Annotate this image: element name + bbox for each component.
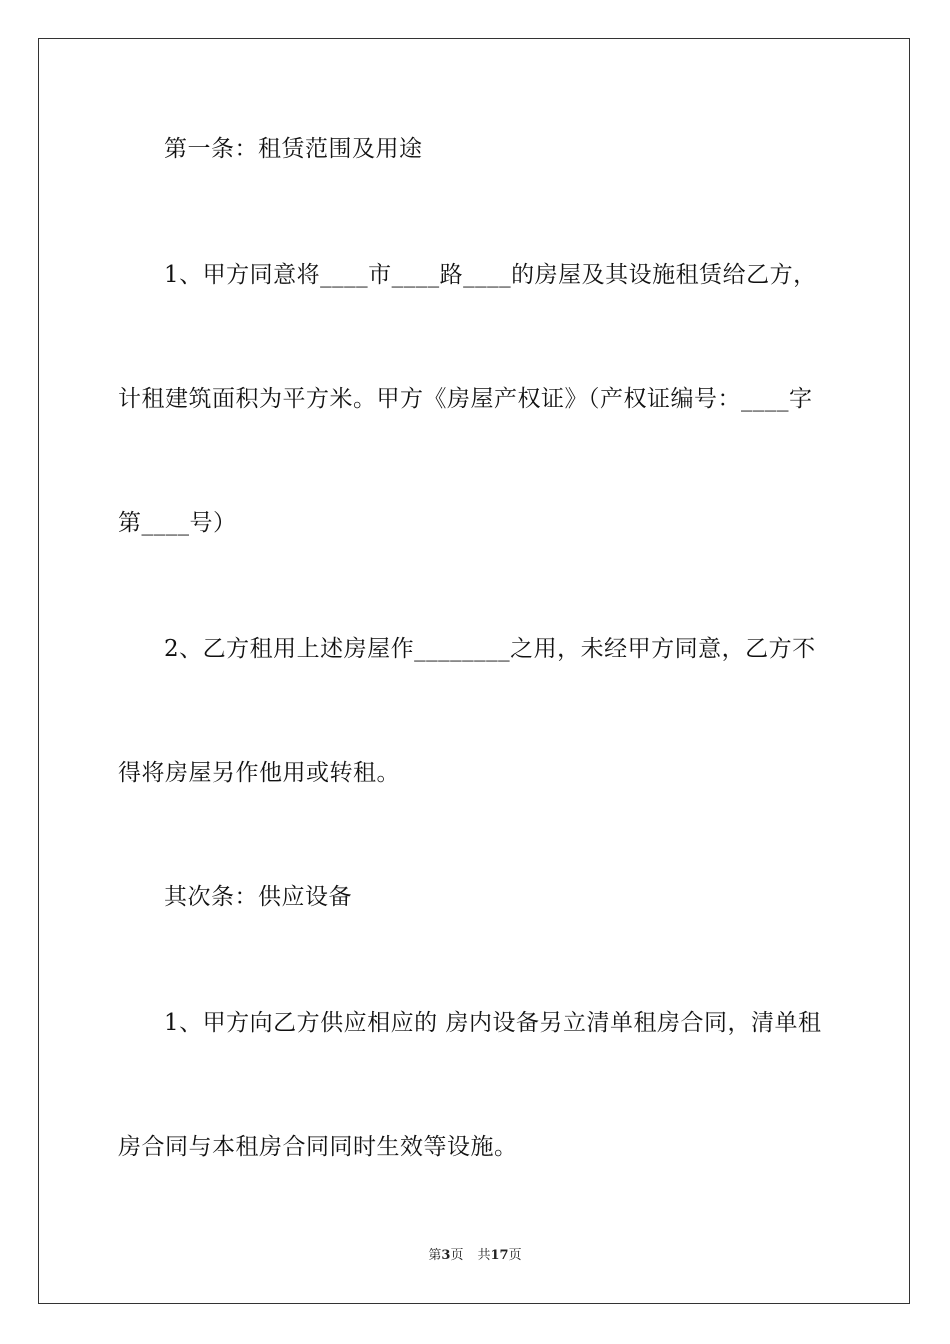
paragraph-line: 2、乙方租用上述房屋作________之用，未经甲方同意，乙方不 (164, 636, 816, 662)
page-frame (38, 38, 910, 1304)
paragraph-line: 1、甲方向乙方供应相应的 房内设备另立清单租房合同，清单租 (164, 1010, 822, 1036)
page-number: 3 (441, 1248, 451, 1263)
page-prefix: 第 (428, 1248, 442, 1263)
total-pages: 17 (490, 1248, 509, 1263)
page-footer (0, 1248, 950, 1264)
paragraph-line: 1、甲方同意将____市____路____的房屋及其设施租赁给乙方， (164, 262, 817, 288)
page-suffix: 页 (450, 1248, 464, 1263)
paragraph-line: 计租建筑面积为平方米。甲方《房屋产权证》（产权证编号：____字 (118, 386, 813, 412)
paragraph-line: 得将房屋另作他用或转租。 (118, 760, 400, 786)
article-2-heading: 其次条：供应设备 (164, 884, 352, 910)
total-suffix: 页 (508, 1248, 522, 1263)
paragraph-line: 房合同与本租房合同同时生效等设施。 (118, 1134, 518, 1160)
paragraph-line: 第____号） (118, 510, 237, 536)
article-1-heading: 第一条：租赁范围及用途 (164, 136, 423, 162)
total-prefix: 共 (477, 1248, 491, 1263)
